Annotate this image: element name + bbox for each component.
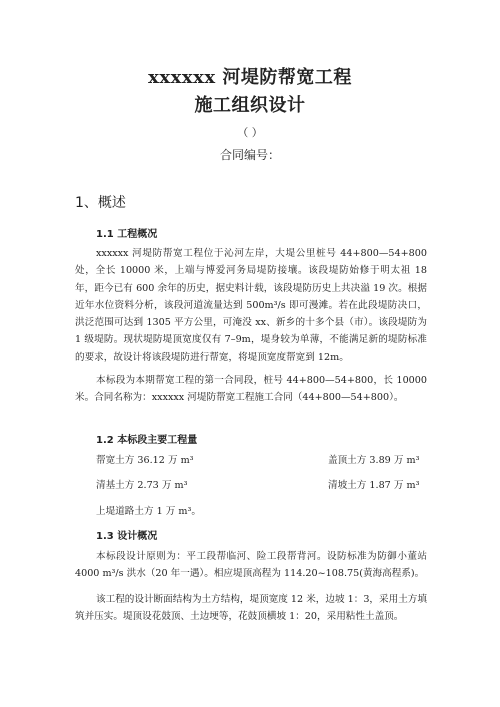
quantity-item: 帮宽土方 36.12 万 m³ (96, 455, 194, 466)
quantity-item: 清坡土方 1.87 万 m³ (328, 480, 420, 491)
project-overview-paragraph-2: 本标段为本期帮宽工程的第一合同段，桩号 44+800—54+800，长 10000 米。合同名称为：xxxxxx 河堤防帮宽工程施工合同（44+800—54+800）。 (75, 375, 427, 404)
quantity-item: 清基土方 2.73 万 m³ (96, 480, 188, 491)
subsection-heading-quantities: 1.2 本标段主要工程量 (96, 435, 198, 446)
project-overview-paragraph-1: xxxxxx 河堤防帮宽工程位于沁河左岸，大堤公里桩号 44+800—54+800 处，全长 10000 米，上端与博爱河务局堤防接壤。该段堤防始修于明太祖 18 年，距今已有 600 余年的历史，据史料计载，该段堤防历史上共决溢 19 次。根据近年水位资料分析，该段河道流量达到 500m³/s 即可漫滩。若在此段堤防决口，洪泛范围可达到 1305 平方公里，可淹没 xx、新乡的十多个县（市）。该段堤防为 1 级堤防。现状堤防堤顶宽度仅有 7–9m，堤身较为单薄，不能满足新的堤防标准的要求，故设计将该段堤防进行帮宽，将堤顶宽度帮宽到 12m。 (75, 248, 427, 363)
section-heading-overview: 1、概述 (75, 195, 126, 211)
design-overview-paragraph-1: 本标段设计原则为：平工段帮临河、险工段帮背河。设防标准为防御小董站 4000 m³/s 洪水（20 年一遇）。相应堤顶高程为 114.20~108.75(黄海高程系)。 (75, 551, 427, 580)
subsection-heading-project-overview: 1.1 工程概况 (96, 229, 158, 240)
contract-number-label: 合同编号： (219, 148, 280, 162)
design-overview-paragraph-2: 该工程的设计断面结构为土方结构，堤顶宽度 12 米，边坡 1：3，采用土方填筑并压实。堤顶设花鼓顶、土边埂等，花鼓顶横坡 1：20，采用粘性土盖顶。 (75, 594, 427, 623)
quantity-item: 上堤道路土方 1 万 m³。 (96, 506, 201, 517)
subsection-heading-design-overview: 1.3 设计概况 (96, 531, 158, 542)
quantity-item: 盖顶土方 3.89 万 m³ (328, 455, 420, 466)
title-parenthesis: （ ） (237, 126, 263, 139)
document-title-line-1: xxxxxx 河堤防帮宽工程 (148, 67, 352, 88)
document-title-line-2: 施工组织设计 (194, 95, 306, 116)
